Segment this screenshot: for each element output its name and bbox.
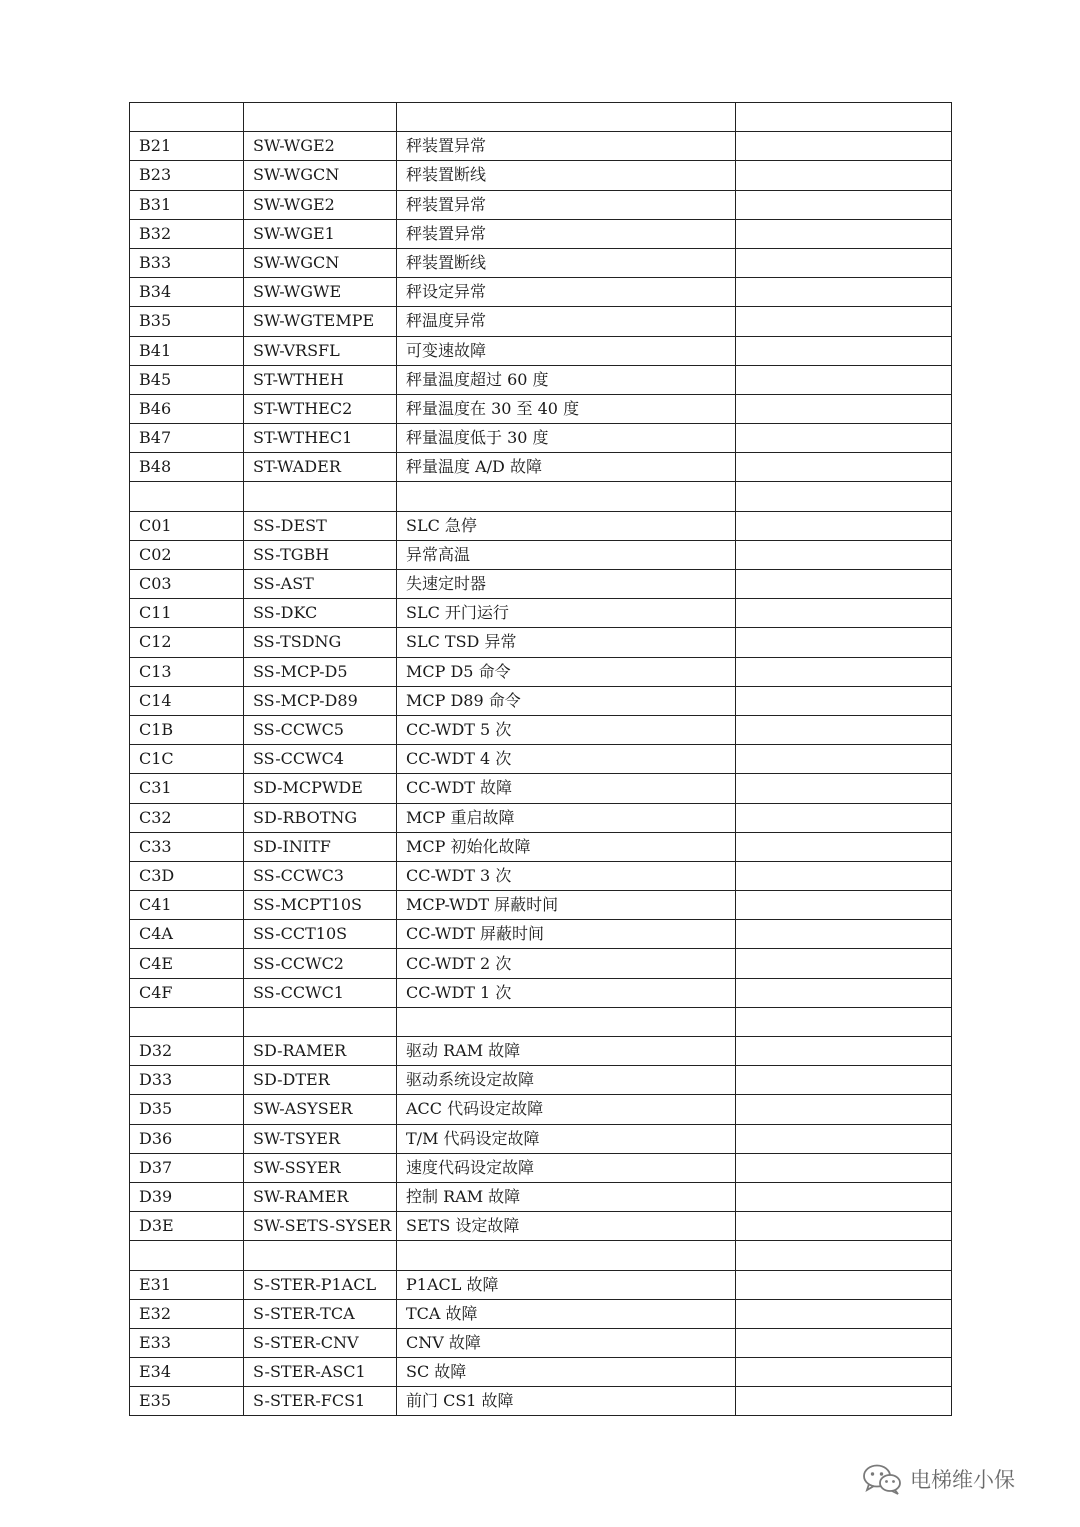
- remark-cell: [736, 628, 952, 657]
- signal-cell: SW-ASYSER: [244, 1095, 397, 1124]
- wechat-icon: [862, 1463, 902, 1495]
- table-row: [130, 453, 952, 482]
- code-cell: B45: [130, 365, 244, 394]
- table-row: [130, 1270, 952, 1299]
- table-row: [130, 190, 952, 219]
- watermark: [862, 1462, 1015, 1496]
- code-cell: B31: [130, 190, 244, 219]
- description-cell: CC-WDT 屏蔽时间: [397, 920, 736, 949]
- description-cell: T/M 代码设定故障: [397, 1124, 736, 1153]
- code-cell: C1C: [130, 745, 244, 774]
- description-cell: ACC 代码设定故障: [397, 1095, 736, 1124]
- code-cell: C32: [130, 803, 244, 832]
- remark-cell: [736, 336, 952, 365]
- remark-cell: [736, 1037, 952, 1066]
- signal-cell: SS-CCWC5: [244, 715, 397, 744]
- remark-cell: [736, 1066, 952, 1095]
- description-cell: 前门 CS1 故障: [397, 1387, 736, 1416]
- description-cell: 秤装置断线: [397, 161, 736, 190]
- description-cell: [397, 482, 736, 511]
- signal-cell: ST-WTHEH: [244, 365, 397, 394]
- signal-cell: ST-WTHEC2: [244, 394, 397, 423]
- code-cell: E35: [130, 1387, 244, 1416]
- code-cell: [130, 1007, 244, 1036]
- code-cell: B41: [130, 336, 244, 365]
- code-cell: C31: [130, 774, 244, 803]
- description-cell: MCP 初始化故障: [397, 832, 736, 861]
- code-cell: D32: [130, 1037, 244, 1066]
- description-cell: CNV 故障: [397, 1328, 736, 1357]
- remark-cell: [736, 1124, 952, 1153]
- table-row: [130, 745, 952, 774]
- description-cell: 秤量温度超过 60 度: [397, 365, 736, 394]
- table-row: [130, 599, 952, 628]
- remark-cell: [736, 190, 952, 219]
- table-row: [130, 248, 952, 277]
- signal-cell: SS-CCT10S: [244, 920, 397, 949]
- signal-cell: SW-WGE2: [244, 132, 397, 161]
- code-cell: E34: [130, 1358, 244, 1387]
- remark-cell: [736, 1007, 952, 1036]
- remark-cell: [736, 774, 952, 803]
- code-cell: C12: [130, 628, 244, 657]
- code-cell: C03: [130, 570, 244, 599]
- signal-cell: S-STER-P1ACL: [244, 1270, 397, 1299]
- table-row: [130, 365, 952, 394]
- remark-cell: [736, 248, 952, 277]
- remark-cell: [736, 453, 952, 482]
- signal-cell: ST-WTHEC1: [244, 424, 397, 453]
- remark-cell: [736, 1241, 952, 1270]
- signal-cell: SS-MCP-D89: [244, 686, 397, 715]
- code-cell: D33: [130, 1066, 244, 1095]
- remark-cell: [736, 1387, 952, 1416]
- signal-cell: [244, 1241, 397, 1270]
- description-cell: 驱动 RAM 故障: [397, 1037, 736, 1066]
- table-blank-row: [130, 1007, 952, 1036]
- table-blank-row: [130, 103, 952, 132]
- remark-cell: [736, 219, 952, 248]
- code-cell: B21: [130, 132, 244, 161]
- signal-cell: S-STER-ASC1: [244, 1358, 397, 1387]
- table-row: [130, 1358, 952, 1387]
- signal-cell: SW-WGE1: [244, 219, 397, 248]
- remark-cell: [736, 394, 952, 423]
- remark-cell: [736, 307, 952, 336]
- code-cell: C4F: [130, 978, 244, 1007]
- table-blank-row: [130, 1241, 952, 1270]
- signal-cell: SW-WGCN: [244, 161, 397, 190]
- description-cell: MCP-WDT 屏蔽时间: [397, 891, 736, 920]
- signal-cell: SS-MCPT10S: [244, 891, 397, 920]
- remark-cell: [736, 1270, 952, 1299]
- signal-cell: [244, 1007, 397, 1036]
- table-row: [130, 832, 952, 861]
- description-cell: SLC TSD 异常: [397, 628, 736, 657]
- code-cell: C1B: [130, 715, 244, 744]
- remark-cell: [736, 686, 952, 715]
- description-cell: 可变速故障: [397, 336, 736, 365]
- table-row: [130, 278, 952, 307]
- remark-cell: [736, 1095, 952, 1124]
- code-cell: B46: [130, 394, 244, 423]
- description-cell: 异常高温: [397, 540, 736, 569]
- table-row: [130, 307, 952, 336]
- table-row: [130, 424, 952, 453]
- table-row: [130, 657, 952, 686]
- table-row: [130, 336, 952, 365]
- remark-cell: [736, 1212, 952, 1241]
- description-cell: SLC 急停: [397, 511, 736, 540]
- code-cell: D39: [130, 1182, 244, 1211]
- description-cell: 驱动系统设定故障: [397, 1066, 736, 1095]
- table-row: [130, 1387, 952, 1416]
- table-row: [130, 715, 952, 744]
- description-cell: P1ACL 故障: [397, 1270, 736, 1299]
- signal-cell: SD-MCPWDE: [244, 774, 397, 803]
- table-row: [130, 540, 952, 569]
- code-cell: B23: [130, 161, 244, 190]
- description-cell: CC-WDT 故障: [397, 774, 736, 803]
- remark-cell: [736, 1182, 952, 1211]
- code-cell: E31: [130, 1270, 244, 1299]
- remark-cell: [736, 949, 952, 978]
- description-cell: [397, 1241, 736, 1270]
- description-cell: MCP 重启故障: [397, 803, 736, 832]
- signal-cell: [244, 482, 397, 511]
- table-row: [130, 132, 952, 161]
- remark-cell: [736, 832, 952, 861]
- description-cell: 控制 RAM 故障: [397, 1182, 736, 1211]
- table-row: [130, 891, 952, 920]
- code-cell: C11: [130, 599, 244, 628]
- fault-code-table: [129, 102, 952, 1416]
- table-row: [130, 570, 952, 599]
- signal-cell: SW-WGTEMPE: [244, 307, 397, 336]
- remark-cell: [736, 861, 952, 890]
- table-row: [130, 1066, 952, 1095]
- code-cell: E33: [130, 1328, 244, 1357]
- table-row: [130, 978, 952, 1007]
- remark-cell: [736, 570, 952, 599]
- table-row: [130, 949, 952, 978]
- code-cell: C4E: [130, 949, 244, 978]
- description-cell: 秤装置异常: [397, 219, 736, 248]
- watermark-text: 电梯维小保: [910, 1468, 1015, 1492]
- signal-cell: SW-TSYER: [244, 1124, 397, 1153]
- remark-cell: [736, 278, 952, 307]
- remark-cell: [736, 482, 952, 511]
- signal-cell: SW-WGCN: [244, 248, 397, 277]
- remark-cell: [736, 657, 952, 686]
- code-cell: [130, 1241, 244, 1270]
- code-cell: B33: [130, 248, 244, 277]
- code-cell: C3D: [130, 861, 244, 890]
- remark-cell: [736, 920, 952, 949]
- remark-cell: [736, 803, 952, 832]
- code-cell: B32: [130, 219, 244, 248]
- remark-cell: [736, 132, 952, 161]
- table-row: [130, 511, 952, 540]
- signal-cell: SD-RAMER: [244, 1037, 397, 1066]
- code-cell: D35: [130, 1095, 244, 1124]
- table-row: [130, 1182, 952, 1211]
- signal-cell: SS-AST: [244, 570, 397, 599]
- remark-cell: [736, 540, 952, 569]
- table-row: [130, 394, 952, 423]
- signal-cell: [244, 103, 397, 132]
- remark-cell: [736, 891, 952, 920]
- code-cell: C02: [130, 540, 244, 569]
- remark-cell: [736, 1328, 952, 1357]
- description-cell: [397, 1007, 736, 1036]
- code-cell: C14: [130, 686, 244, 715]
- signal-cell: SS-CCWC3: [244, 861, 397, 890]
- description-cell: CC-WDT 5 次: [397, 715, 736, 744]
- table-row: [130, 774, 952, 803]
- table-row: [130, 1124, 952, 1153]
- code-cell: B47: [130, 424, 244, 453]
- signal-cell: SS-MCP-D5: [244, 657, 397, 686]
- code-cell: D3E: [130, 1212, 244, 1241]
- table-row: [130, 1037, 952, 1066]
- table-row: [130, 219, 952, 248]
- description-cell: 速度代码设定故障: [397, 1153, 736, 1182]
- description-cell: TCA 故障: [397, 1299, 736, 1328]
- code-cell: B48: [130, 453, 244, 482]
- remark-cell: [736, 1299, 952, 1328]
- description-cell: SLC 开门运行: [397, 599, 736, 628]
- remark-cell: [736, 715, 952, 744]
- remark-cell: [736, 511, 952, 540]
- signal-cell: S-STER-FCS1: [244, 1387, 397, 1416]
- code-cell: D36: [130, 1124, 244, 1153]
- description-cell: CC-WDT 3 次: [397, 861, 736, 890]
- signal-cell: SS-DEST: [244, 511, 397, 540]
- signal-cell: SS-DKC: [244, 599, 397, 628]
- description-cell: 秤装置断线: [397, 248, 736, 277]
- table-blank-row: [130, 482, 952, 511]
- remark-cell: [736, 599, 952, 628]
- description-cell: [397, 103, 736, 132]
- table-row: [130, 1153, 952, 1182]
- description-cell: 失速定时器: [397, 570, 736, 599]
- description-cell: 秤装置异常: [397, 190, 736, 219]
- fault-code-table-body: [130, 103, 952, 1416]
- description-cell: 秤量温度低于 30 度: [397, 424, 736, 453]
- code-cell: B34: [130, 278, 244, 307]
- signal-cell: SW-SETS-SYSER: [244, 1212, 397, 1241]
- table-row: [130, 861, 952, 890]
- remark-cell: [736, 978, 952, 1007]
- signal-cell: SS-TGBH: [244, 540, 397, 569]
- table-row: [130, 920, 952, 949]
- description-cell: 秤设定异常: [397, 278, 736, 307]
- signal-cell: SS-CCWC2: [244, 949, 397, 978]
- code-cell: C01: [130, 511, 244, 540]
- signal-cell: S-STER-CNV: [244, 1328, 397, 1357]
- description-cell: CC-WDT 2 次: [397, 949, 736, 978]
- signal-cell: SW-SSYER: [244, 1153, 397, 1182]
- signal-cell: SD-INITF: [244, 832, 397, 861]
- remark-cell: [736, 161, 952, 190]
- remark-cell: [736, 103, 952, 132]
- signal-cell: SD-RBOTNG: [244, 803, 397, 832]
- code-cell: C13: [130, 657, 244, 686]
- description-cell: 秤温度异常: [397, 307, 736, 336]
- signal-cell: SS-CCWC4: [244, 745, 397, 774]
- table-row: [130, 686, 952, 715]
- signal-cell: SW-VRSFL: [244, 336, 397, 365]
- code-cell: D37: [130, 1153, 244, 1182]
- signal-cell: ST-WADER: [244, 453, 397, 482]
- description-cell: MCP D89 命令: [397, 686, 736, 715]
- description-cell: MCP D5 命令: [397, 657, 736, 686]
- table-row: [130, 1299, 952, 1328]
- table-row: [130, 1328, 952, 1357]
- table-row: [130, 1212, 952, 1241]
- remark-cell: [736, 365, 952, 394]
- signal-cell: SD-DTER: [244, 1066, 397, 1095]
- code-cell: B35: [130, 307, 244, 336]
- signal-cell: SS-TSDNG: [244, 628, 397, 657]
- signal-cell: SS-CCWC1: [244, 978, 397, 1007]
- table-row: [130, 1095, 952, 1124]
- table-row: [130, 628, 952, 657]
- code-cell: [130, 482, 244, 511]
- description-cell: 秤装置异常: [397, 132, 736, 161]
- table-row: [130, 161, 952, 190]
- signal-cell: SW-WGE2: [244, 190, 397, 219]
- description-cell: CC-WDT 4 次: [397, 745, 736, 774]
- code-cell: C4A: [130, 920, 244, 949]
- code-cell: C41: [130, 891, 244, 920]
- table-row: [130, 803, 952, 832]
- signal-cell: S-STER-TCA: [244, 1299, 397, 1328]
- description-cell: SETS 设定故障: [397, 1212, 736, 1241]
- signal-cell: SW-WGWE: [244, 278, 397, 307]
- code-cell: E32: [130, 1299, 244, 1328]
- signal-cell: SW-RAMER: [244, 1182, 397, 1211]
- remark-cell: [736, 1153, 952, 1182]
- remark-cell: [736, 745, 952, 774]
- code-cell: [130, 103, 244, 132]
- remark-cell: [736, 1358, 952, 1387]
- description-cell: 秤量温度 A/D 故障: [397, 453, 736, 482]
- remark-cell: [736, 424, 952, 453]
- description-cell: CC-WDT 1 次: [397, 978, 736, 1007]
- code-cell: C33: [130, 832, 244, 861]
- description-cell: 秤量温度在 30 至 40 度: [397, 394, 736, 423]
- description-cell: SC 故障: [397, 1358, 736, 1387]
